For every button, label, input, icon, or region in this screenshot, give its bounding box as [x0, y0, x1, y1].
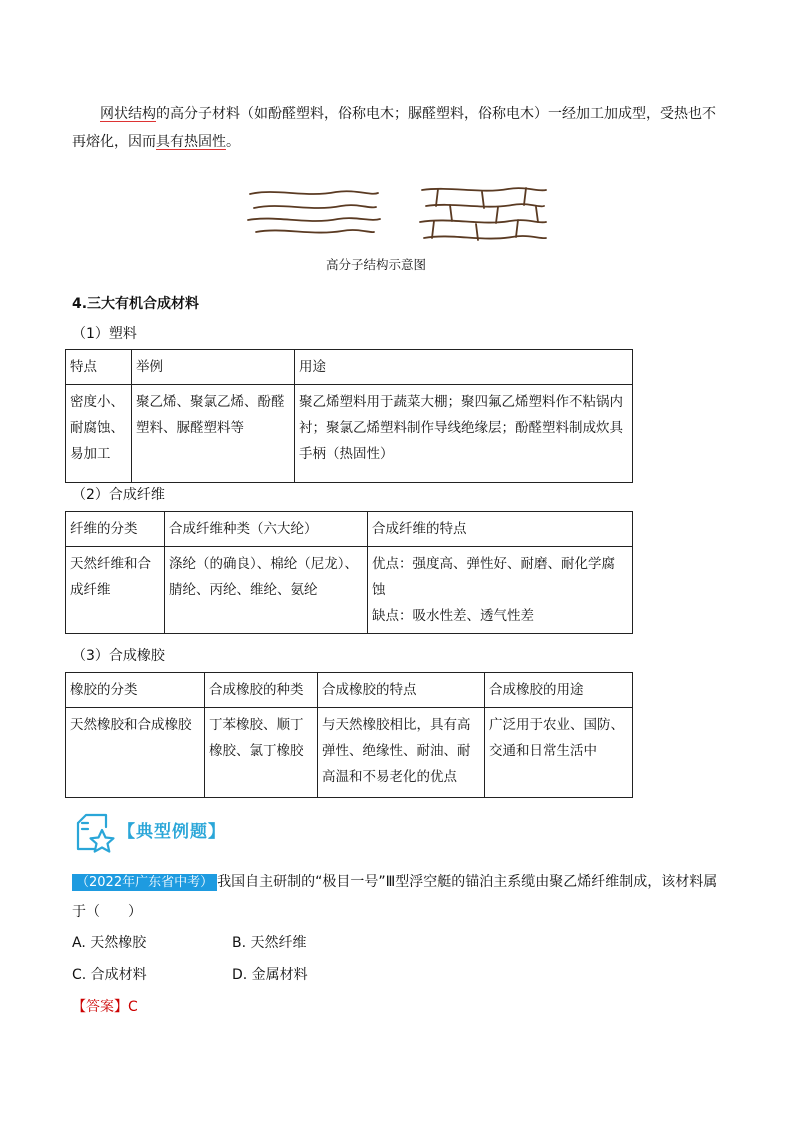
table-header-row	[66, 350, 633, 385]
header-cell: 合成纤维的特点	[368, 512, 633, 547]
header-cell: 纤维的分类	[66, 512, 165, 547]
table-row	[66, 385, 633, 483]
question-line-2: 于（ ）	[72, 904, 142, 920]
option-b[interactable]: B. 天然纤维	[232, 935, 307, 951]
section-title: 4.三大有机合成材料	[72, 296, 200, 312]
network-chain-3	[420, 220, 546, 222]
table-cell: 聚乙烯、聚氯乙烯、酚醛塑料、脲醛塑料等	[132, 385, 295, 483]
header-cell: 合成纤维种类（六大纶）	[165, 512, 368, 547]
table-cell	[368, 547, 633, 634]
header-cell: 合成橡胶的特点	[318, 673, 485, 708]
linear-chain-2	[254, 205, 376, 208]
example-star-icon	[72, 813, 118, 855]
table-cell: 聚乙烯塑料用于蔬菜大棚；聚四氟乙烯塑料作不粘锅内衬；聚氯乙烯塑料制作导线绝缘层；酚醛塑料制成炊具手柄（热固性）	[295, 385, 633, 483]
term-network-structure: 网状结构	[100, 106, 156, 122]
table-cell: 涤纶（的确良）、棉纶（尼龙）、腈纶、丙纶、维纶、氨纶	[165, 547, 368, 634]
fiber-advantages: 优点：强度高、弹性好、耐磨、耐化学腐蚀	[372, 556, 615, 598]
table-cell: 丁苯橡胶、顺丁橡胶、氯丁橡胶	[205, 708, 318, 798]
term-thermosetting: 具有热固性	[156, 134, 226, 150]
option-c[interactable]: C. 合成材料	[72, 967, 147, 983]
option-d[interactable]: D. 金属材料	[232, 967, 308, 983]
header-cell: 用途	[295, 350, 633, 385]
figure-caption: 高分子结构示意图	[326, 257, 427, 272]
plastics-table	[65, 349, 633, 483]
header-cell: 合成橡胶的种类	[205, 673, 318, 708]
rubber-table	[65, 672, 633, 798]
network-chain-4	[424, 236, 546, 239]
header-cell: 橡胶的分类	[66, 673, 205, 708]
table-cell: 密度小、耐腐蚀、易加工	[66, 385, 132, 483]
table-cell: 广泛用于农业、国防、交通和日常生活中	[485, 708, 633, 798]
question-text: 我国自主研制的“极目一号”Ⅲ型浮空艇的锚泊主系缆由聚乙烯纤维制成，该材料属	[217, 874, 718, 890]
network-chain-1	[422, 188, 546, 191]
table-header-row	[66, 512, 633, 547]
linear-chain-3	[248, 218, 380, 221]
table-row	[66, 708, 633, 798]
answer-label: 【答案】	[72, 999, 128, 1015]
option-a[interactable]: A. 天然橡胶	[72, 935, 147, 951]
example-banner-title: 【典型例题】	[118, 822, 226, 842]
plastics-heading: （1）塑料	[72, 326, 137, 342]
question-line-1	[72, 868, 732, 897]
network-chain-2	[426, 204, 544, 207]
fibers-table	[65, 511, 633, 634]
question-source-tag: （2022年广东省中考）	[72, 874, 217, 891]
table-cell: 天然纤维和合成纤维	[66, 547, 165, 634]
table-cell: 与天然橡胶相比，具有高弹性、绝缘性、耐油、耐高温和不易老化的优点	[318, 708, 485, 798]
fiber-disadvantages: 缺点：吸水性差、透气性差	[372, 608, 534, 624]
answer-line	[72, 993, 138, 1021]
answer-value: C	[128, 999, 138, 1015]
fibers-heading: （2）合成纤维	[72, 487, 165, 503]
header-cell: 合成橡胶的用途	[485, 673, 633, 708]
rubber-heading: （3）合成橡胶	[72, 648, 165, 664]
table-header-row	[66, 673, 633, 708]
intro-line-2: 再熔化，因而具有热固性。	[72, 134, 240, 150]
table-cell: 天然橡胶和合成橡胶	[66, 708, 205, 798]
table-row	[66, 547, 633, 634]
header-cell: 举例	[132, 350, 295, 385]
linear-chain-1	[250, 191, 378, 194]
header-cell: 特点	[66, 350, 132, 385]
polymer-structure-figure	[246, 184, 556, 246]
linear-chain-4	[256, 230, 374, 233]
intro-line-1: 网状结构的高分子材料（如酚醛塑料，俗称电木；脲醛塑料，俗称电木）一经加工加成型，受热也不	[100, 106, 716, 122]
